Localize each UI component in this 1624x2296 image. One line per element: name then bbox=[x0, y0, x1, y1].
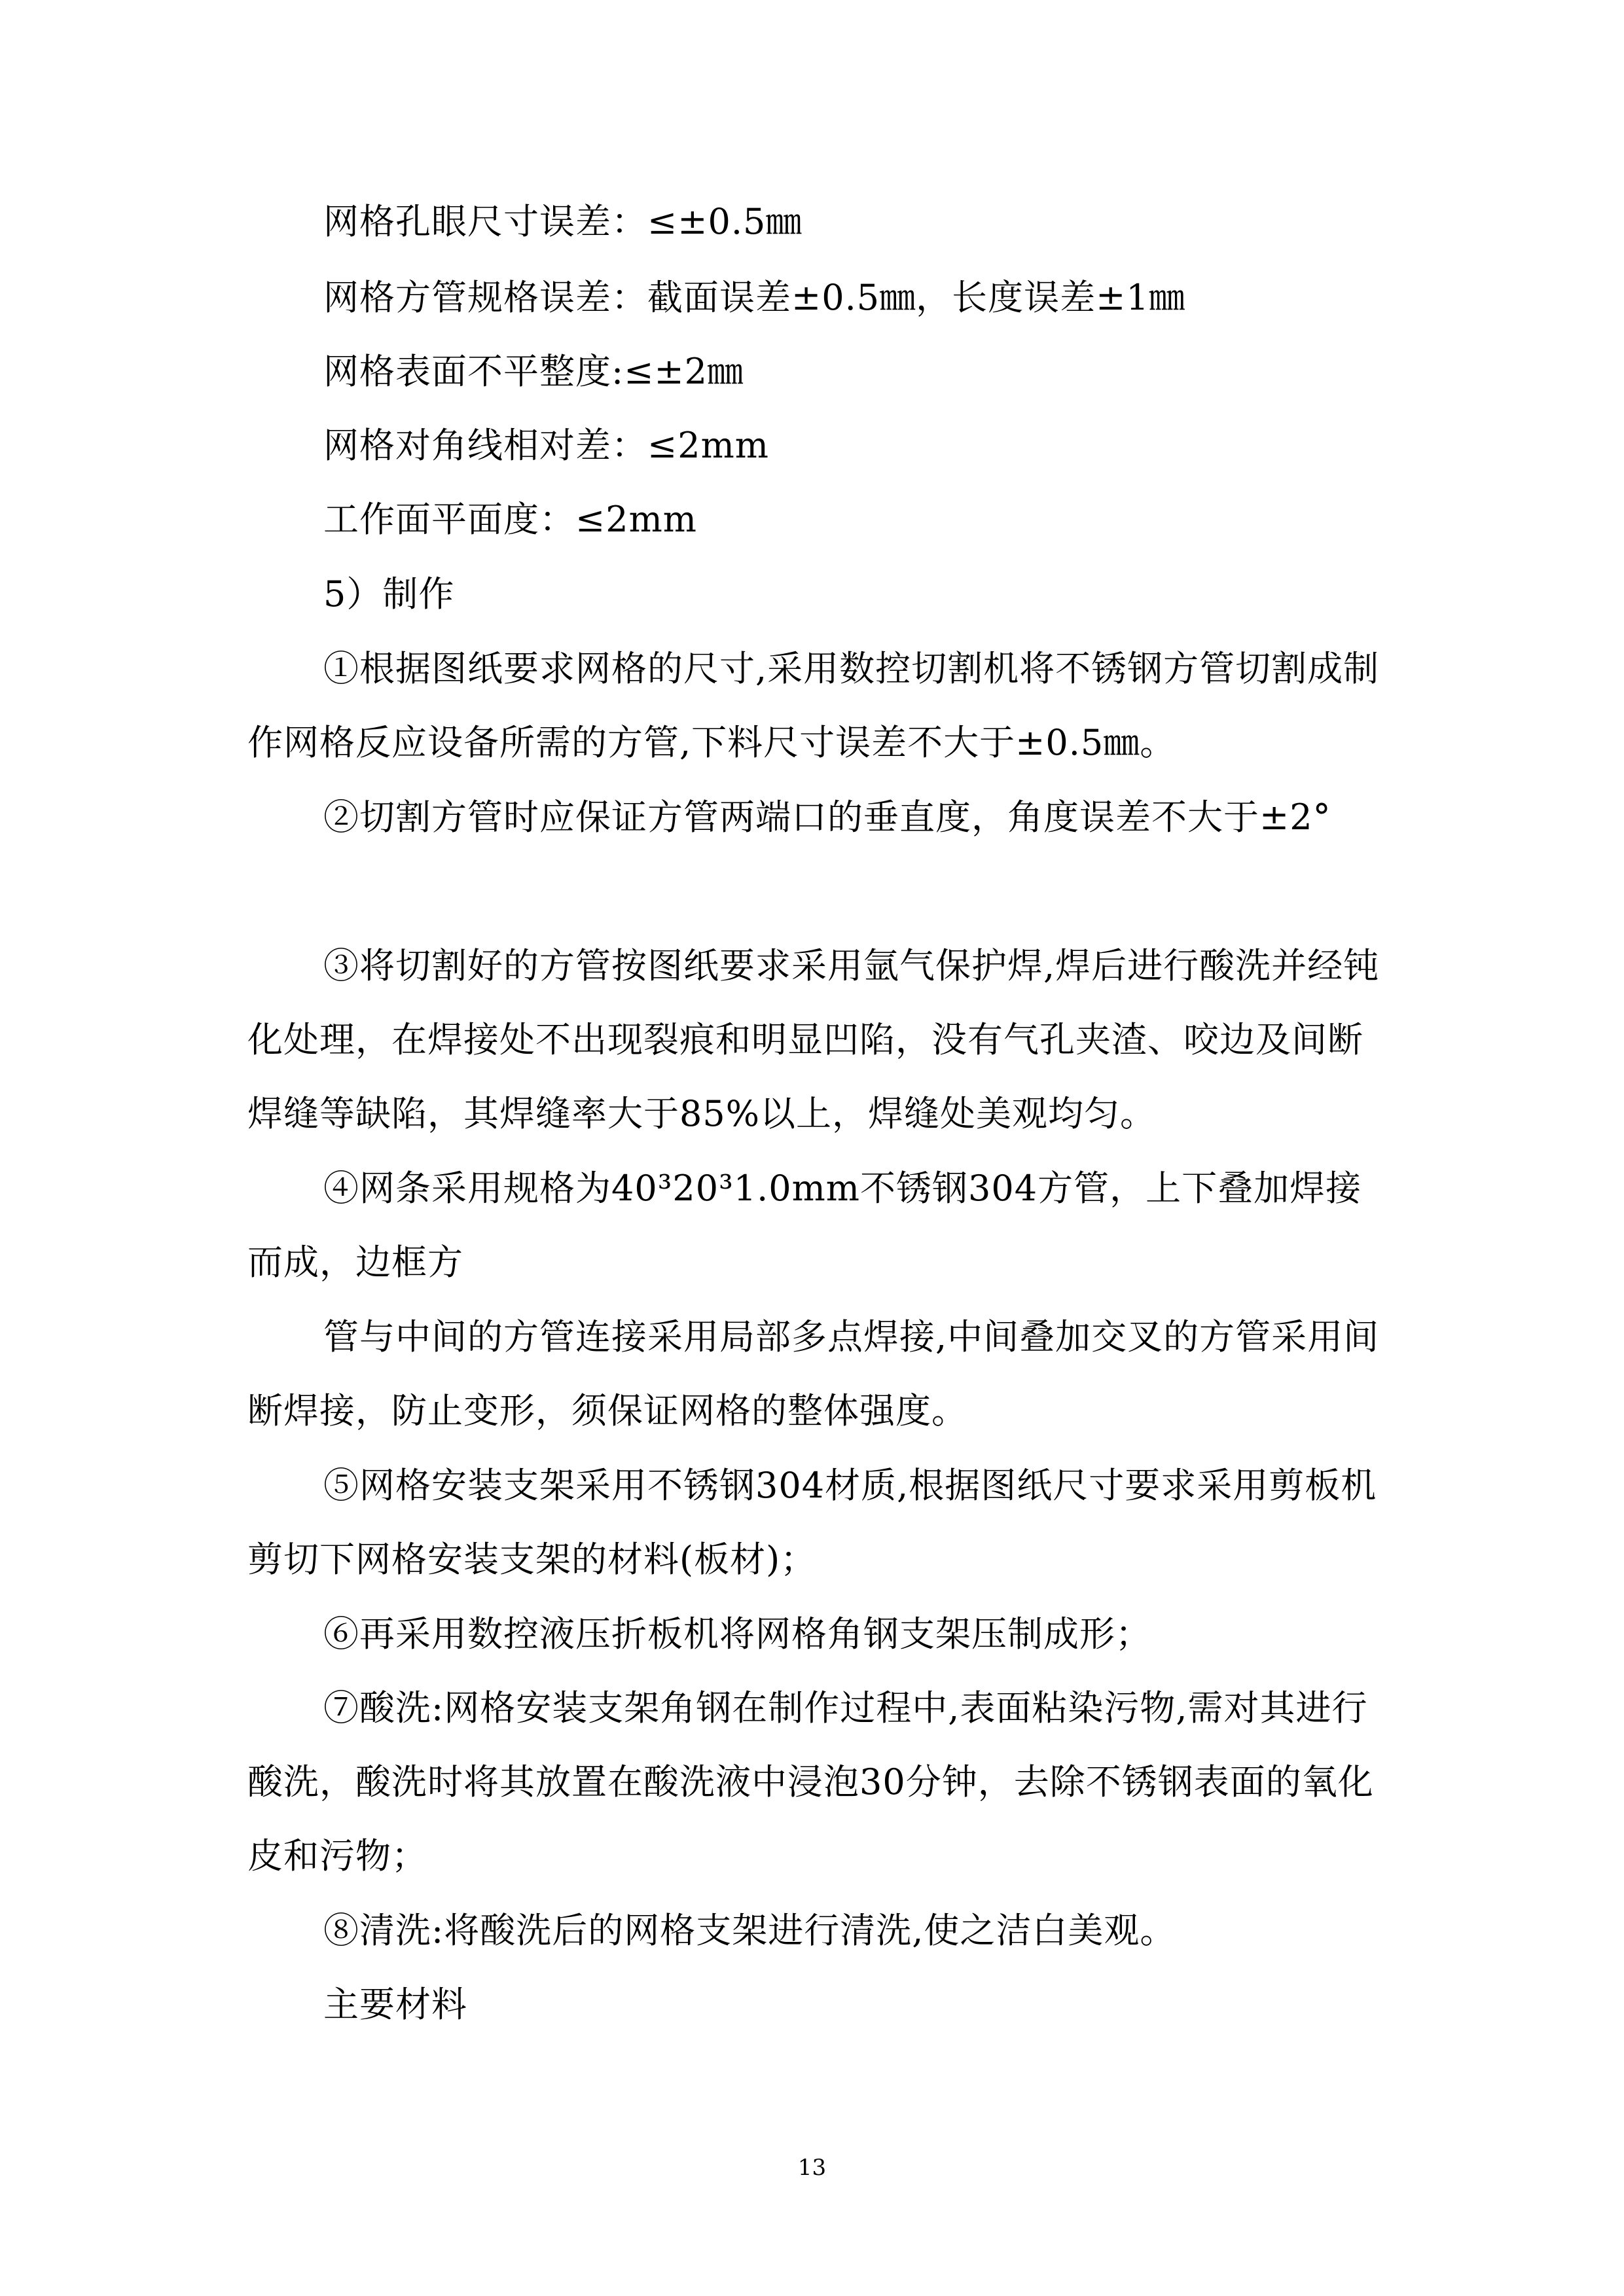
spec-tube-tolerance: 网格方管规格误差：截面误差±0.5㎜，长度误差±1㎜ bbox=[323, 277, 1185, 318]
step-8-cleaning: ⑧清洗:将酸洗后的网格支架进行清洗,使之洁白美观。 bbox=[323, 1910, 1176, 1951]
spec-surface-flatness: 网格表面不平整度:≤±2㎜ bbox=[323, 351, 744, 392]
spec-diagonal-difference: 网格对角线相对差：≤2mm bbox=[323, 425, 770, 466]
step-3-welding: ③将切割好的方管按图纸要求采用氩气保护焊,焊后进行酸洗并经钝化处理，在焊接处不出现裂痕和明显凹陷，没有气孔夹渣、咬边及间断焊缝等缺陷，其焊缝率大于85%以上，焊缝处美观均匀。 bbox=[247, 945, 1380, 1134]
step-6-bending: ⑥再采用数控液压折板机将网格角钢支架压制成形； bbox=[323, 1613, 1151, 1655]
section-heading-fabrication: 5）制作 bbox=[323, 573, 455, 615]
step-2-perpendicularity: ②切割方管时应保证方管两端口的垂直度，角度误差不大于±2° bbox=[323, 797, 1331, 838]
heading-main-materials: 主要材料 bbox=[323, 1984, 467, 2025]
step-7-pickling: ⑦酸洗:网格安装支架角钢在制作过程中,表面粘染污物,需对其进行酸洗，酸洗时将其放置在酸洗液中浸泡30分钟，去除不锈钢表面的氧化皮和污物； bbox=[247, 1687, 1374, 1876]
spec-mesh-hole-tolerance: 网格孔眼尺寸误差：≤±0.5㎜ bbox=[323, 201, 803, 242]
step-4-continuation: 管与中间的方管连接采用局部多点焊接,中间叠加交叉的方管采用间断焊接，防止变形，须保证网格的整体强度。 bbox=[247, 1316, 1380, 1431]
step-1-cutting: ①根据图纸要求网格的尺寸,采用数控切割机将不锈钢方管切割成制作网格反应设备所需的方管,下料尺寸误差不大于±0.5㎜。 bbox=[247, 648, 1380, 763]
spec-work-surface-flatness: 工作面平面度：≤2mm bbox=[323, 499, 698, 540]
step-5-support-material: ⑤网格安装支架采用不锈钢304材质,根据图纸尺寸要求采用剪板机剪切下网格安装支架的材料(板材)； bbox=[247, 1465, 1377, 1580]
step-4-mesh-bars: ④网条采用规格为40³20³1.0mm不锈钢304方管，上下叠加焊接而成，边框方 bbox=[247, 1168, 1362, 1283]
page-number: 13 bbox=[797, 2155, 827, 2181]
